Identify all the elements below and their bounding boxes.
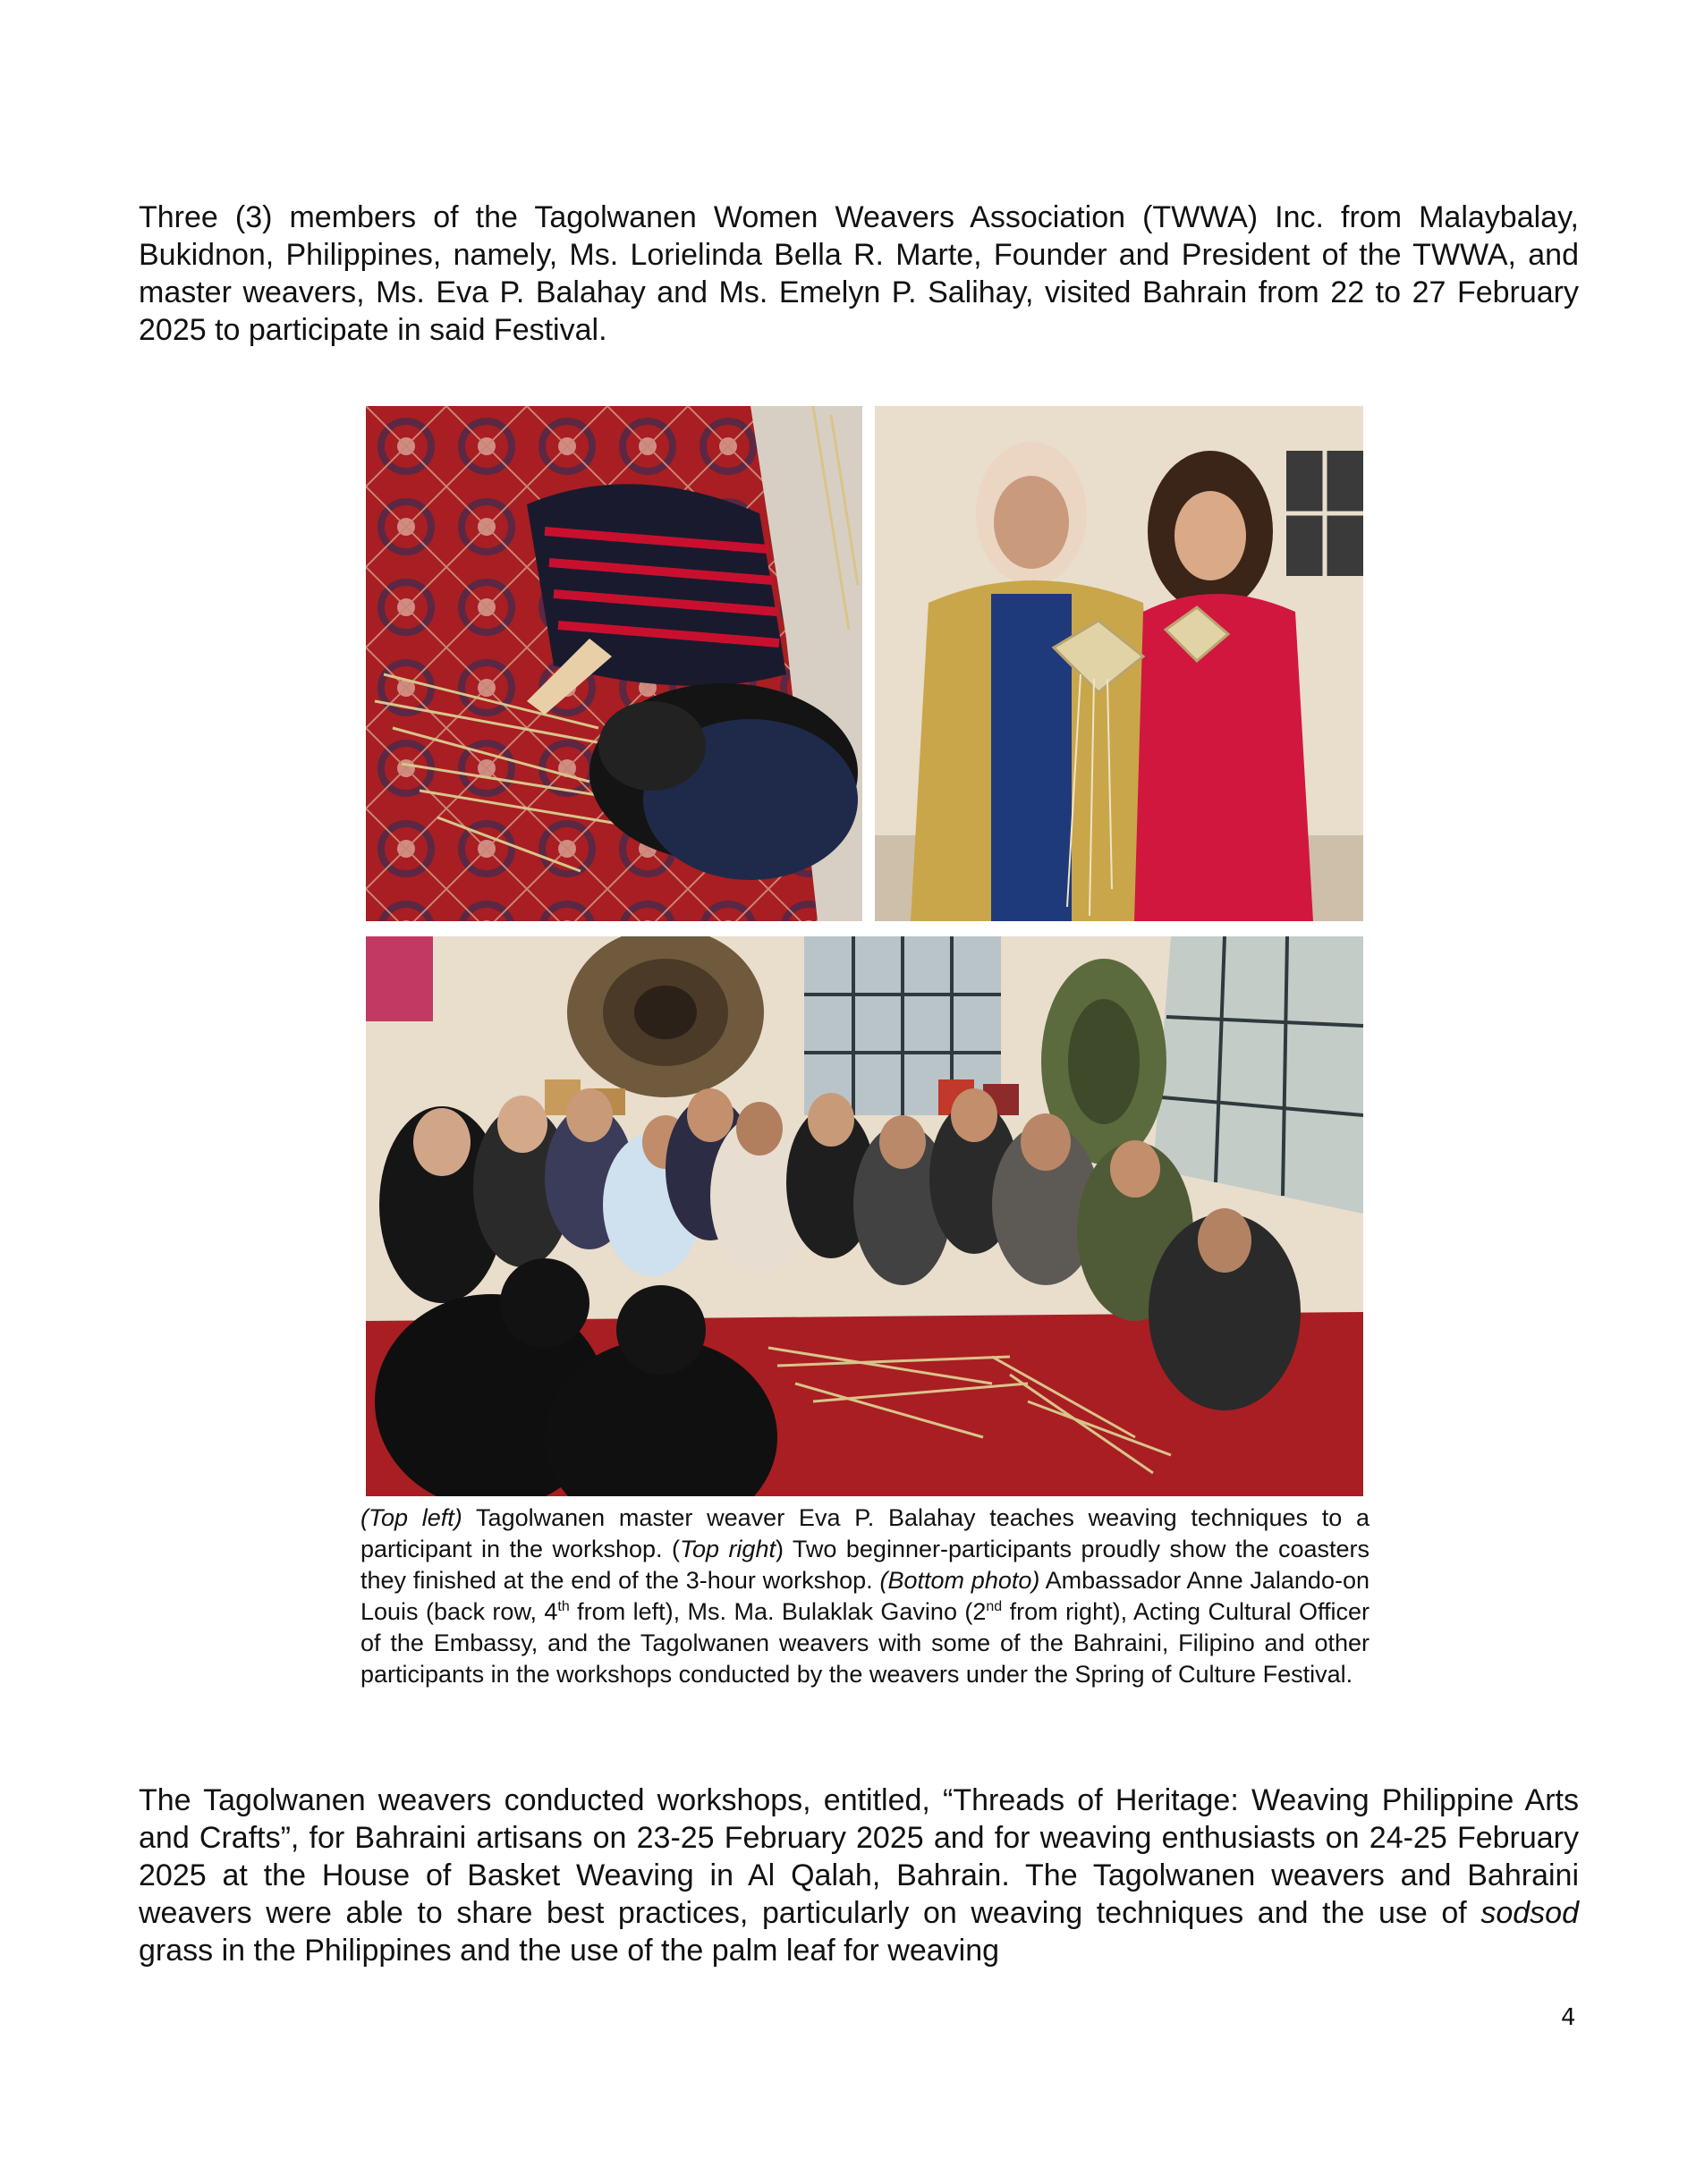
paragraph-2-text-2: grass in the Philippines and the use of the palm leaf for weaving [139, 1934, 1000, 1968]
photo-top-left-weaving-lesson [366, 406, 862, 921]
page-number: 4 [1561, 2004, 1576, 2031]
body-paragraph-1: Three (3) members of the Tagolwanen Women Weavers Association (TWWA) Inc. from Malaybalay, Bukidnon, Philippines, namely, Ms. Lorielinda Bella R. Marte, Founder and President of the TWWA, and master weavers, Ms. Eva P. Balahay and Ms. Emelyn P. Salihay, visited Bahrain from 22 to 27 February 2025 to participate in said Festival. [139, 200, 1579, 347]
paragraph-2-text-1: The Tagolwanen weavers conducted workshops, entitled, “Threads of Heritage: Weaving Philippine Arts and Crafts”, for Bahraini artisans on 23-25 February 2025 and for weaving enthusiasts on 24-25 February 2025 at the House of Basket Weaving in Al Qalah, Bahrain. The Tagolwanen weavers and Bahraini weavers were able to share best practices, particularly on weaving techniques and the use of [139, 1783, 1579, 1930]
caption-label-bottom: (Bottom photo) [879, 1567, 1040, 1594]
photo-bottom-group-workshop [366, 936, 1363, 1496]
caption-text-3: Ambassador Anne Jalando-on Louis (back row, 4 [360, 1567, 1370, 1625]
caption-text-2: ) Two beginner-participants proudly show the coasters they finished at the end of the 3-hour workshop. [360, 1536, 1370, 1594]
caption-text-5: from right), Acting Cultural Officer of the Embassy, and the Tagolwanen weavers with some of the Bahraini, Filipino and other participants in the workshops conducted by the weavers under the Spring of Culture Festival. [360, 1598, 1370, 1688]
caption-sup-nd: nd [986, 1599, 1003, 1614]
paragraph-2-italic-word: sodsod [1480, 1896, 1579, 1930]
photo-caption [360, 1503, 1370, 1690]
caption-text-4: from left), Ms. Ma. Bulaklak Gavino (2 [569, 1598, 987, 1625]
caption-label-top-right: Top right [679, 1536, 776, 1562]
caption-sup-th: th [557, 1599, 570, 1614]
photo-top-right-participants-coasters [875, 406, 1363, 921]
caption-text-1: Tagolwanen master weaver Eva P. Balahay teaches weaving techniques to a participant in the workshop. ( [360, 1504, 1370, 1562]
body-paragraph-2 [139, 1782, 1579, 1969]
caption-label-top-left: (Top left) [360, 1504, 462, 1531]
